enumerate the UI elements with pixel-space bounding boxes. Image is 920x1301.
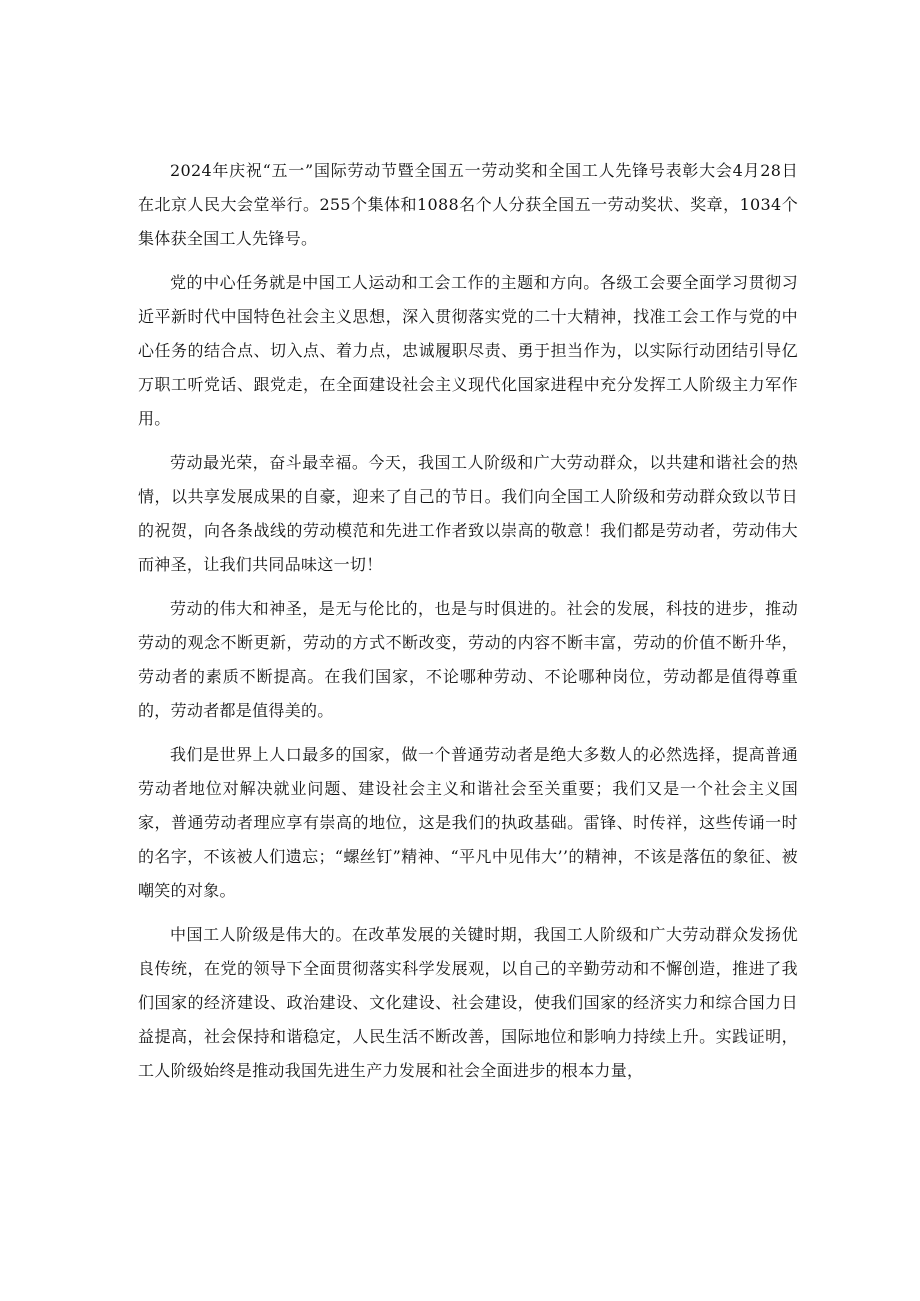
paragraph-5: 我们是世界上人口最多的国家，做一个普通劳动者是绝大多数人的必然选择，提高普通劳动者地位对解决就业问题、建设社会主义和谐社会至关重要；我们又是一个社会主义国家，普通劳动者理应享有崇高的地位，这是我们的执政基础。雷锋、时传祥，这些传诵一时的名字，不该被人们遗忘；“螺丝钉”精神、“平凡中见伟大’’的精神，不该是落伍的象征、被嘲笑的对象。 bbox=[138, 745, 798, 900]
paragraph-4: 劳动的伟大和神圣，是无与伦比的，也是与时俱进的。社会的发展，科技的进步，推动劳动的观念不断更新，劳动的方式不断改变，劳动的内容不断丰富，劳动的价值不断升华，劳动者的素质不断提高。在我们国家，不论哪种劳动、不论哪种岗位，劳动都是值得尊重的，劳动者都是值得美的。 bbox=[138, 599, 798, 720]
paragraph-6: 中国工人阶级是伟大的。在改革发展的关键时期，我国工人阶级和广大劳动群众发扬优良传统，在党的领导下全面贯彻落实科学发展观，以自己的辛勤劳动和不懈创造，推进了我们国家的经济建设、政治建设、文化建设、社会建设，使我们国家的经济实力和综合国力日益提高，社会保持和谐稳定，人民生活不断改善，国际地位和影响力持续上升。实践证明，工人阶级始终是推动我国先进生产力发展和社会全面进步的根本力量， bbox=[138, 925, 798, 1080]
paragraph-3: 劳动最光荣，奋斗最幸福。今天，我国工人阶级和广大劳动群众，以共建和谐社会的热情，以共享发展成果的自豪，迎来了自己的节日。我们向全国工人阶级和劳动群众致以节日的祝贺，向各条战线的劳动模范和先进工作者致以崇高的敬意！我们都是劳动者，劳动伟大而神圣，让我们共同品味这一切！ bbox=[138, 453, 798, 574]
document-body bbox=[138, 154, 798, 1098]
paragraph-1: 2024年庆祝“五一”国际劳动节暨全国五一劳动奖和全国工人先锋号表彰大会4月28日在北京人民大会堂举行。255个集体和1088名个人分获全国五一劳动奖状、奖章，1034个集体获全国工人先锋号。 bbox=[138, 161, 798, 248]
paragraph-2: 党的中心任务就是中国工人运动和工会工作的主题和方向。各级工会要全面学习贯彻习近平新时代中国特色社会主义思想，深入贯彻落实党的二十大精神，找准工会工作与党的中心任务的结合点、切入点、着力点，忠诚履职尽责、勇于担当作为，以实际行动团结引导亿万职工听党话、跟党走，在全面建设社会主义现代化国家进程中充分发挥工人阶级主力军作用。 bbox=[138, 273, 798, 428]
